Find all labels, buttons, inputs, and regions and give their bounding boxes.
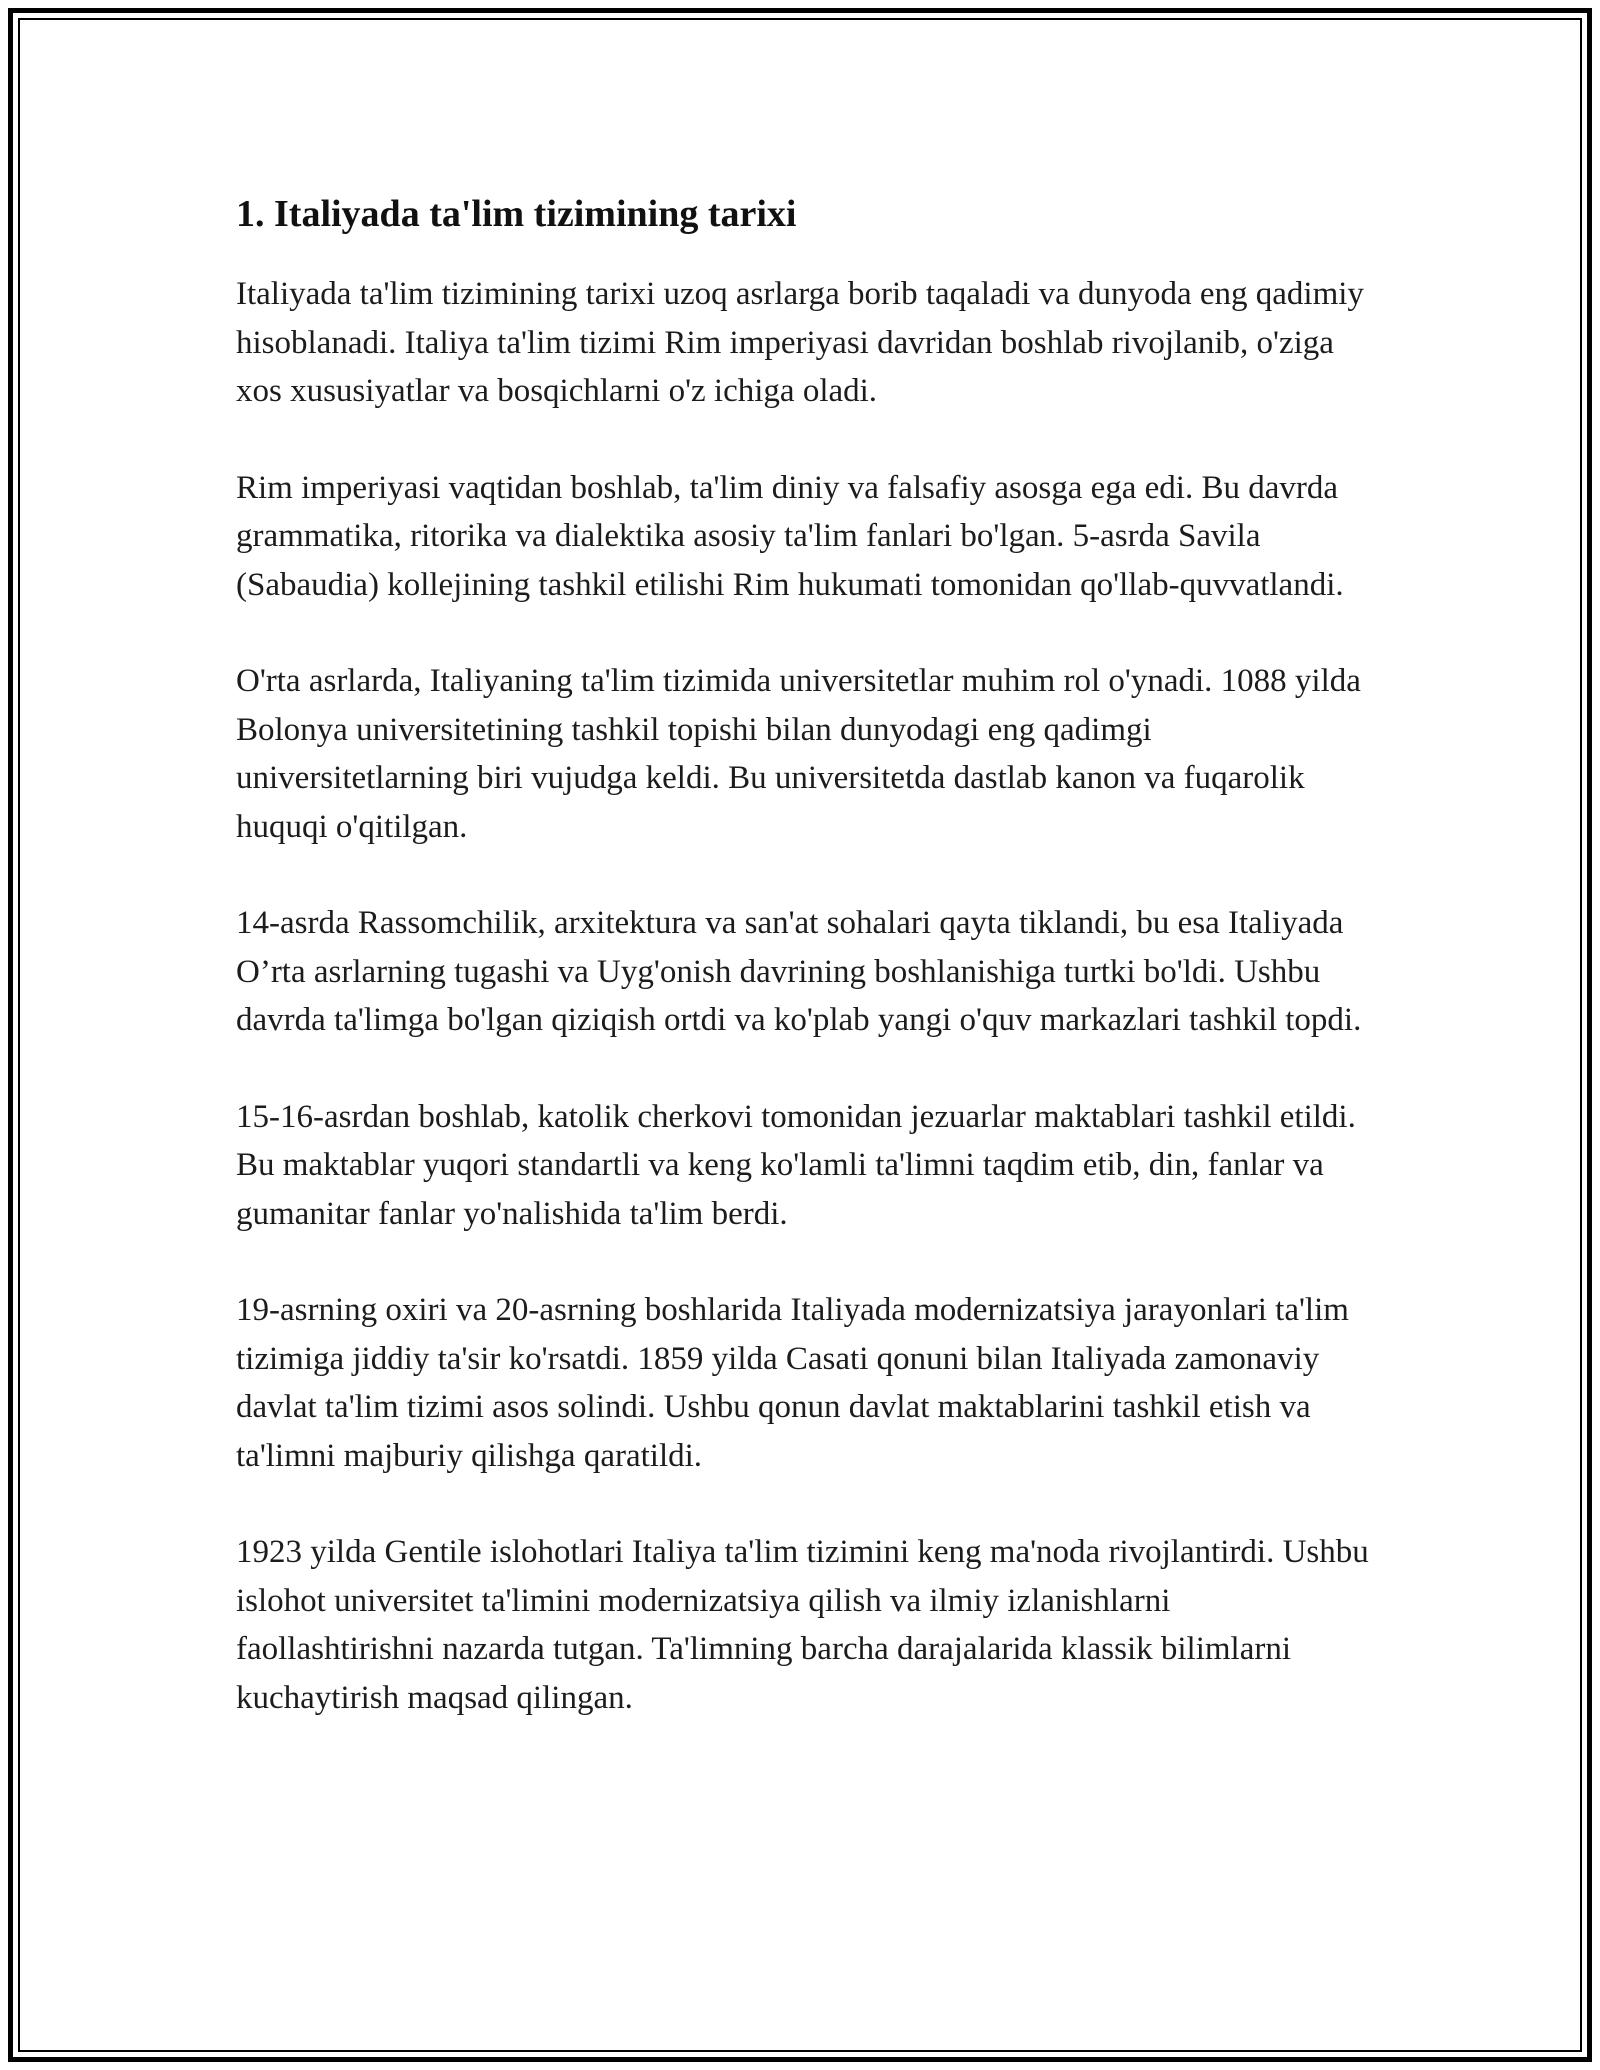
paragraph-middle-ages: O'rta asrlarda, Italiyaning ta'lim tizimida universitetlar muhim rol o'ynadi. 1088 yilda Bolonya universitetining tashkil topishi bilan dunyodagi eng qadimgi universitetlarning biri vujudga keldi. Bu universitetda dastlab kanon va fuqarolik huquqi o'qitilgan. <box>236 663 1361 845</box>
document-title: 1. Italiyada ta'lim tizimining tarixi <box>236 193 797 235</box>
paragraph-modernization: 19-asrning oxiri va 20-asrning boshlarida Italiyada modernizatsiya jarayonlari ta'lim tizimiga jiddiy ta'sir ko'rsatdi. 1859 yilda Casati qonuni bilan Italiyada zamonaviy davlat ta'lim tizimi asos solindi. Ushbu qonun davlat maktablarini tashkil etish va ta'limni majburiy qilishga qaratildi. <box>236 1292 1349 1474</box>
paragraph-intro: Italiyada ta'lim tizimining tarixi uzoq asrlarga borib taqaladi va dunyoda eng qadimiy hisoblanadi. Italiya ta'lim tizimi Rim imperiyasi davridan boshlab rivojlanib, o'ziga xos xususiyatlar va bosqichlarni o'z ichiga oladi. <box>236 276 1364 409</box>
paragraph-jesuit-schools: 15-16-asrdan boshlab, katolik cherkovi tomonidan jezuarlar maktablari tashkil etildi. Bu maktablar yuqori standartli va keng ko'lamli ta'limni taqdim etib, din, fanlar va gumanitar fanlar yo'nalishida ta'lim berdi. <box>236 1098 1356 1232</box>
document-body <box>236 188 1376 1770</box>
paragraph-roman-empire: Rim imperiyasi vaqtidan boshlab, ta'lim diniy va falsafiy asosga ega edi. Bu davrda grammatika, ritorika va dialektika asosiy ta'lim fanlari bo'lgan. 5-asrda Savila (Sabaudia) kollejining tashkil etilishi Rim hukumati tomonidan qo'llab-quvvatlandi. <box>236 469 1344 603</box>
paragraph-renaissance: 14-asrda Rassomchilik, arxitektura va san'at sohalari qayta tiklandi, bu esa Italiyada O’rta asrlarning tugashi va Uyg'onish davrining boshlanishiga turtki bo'ldi. Ushbu davrda ta'limga bo'lgan qiziqish ortdi va ko'plab yangi o'quv markazlari tashkil topdi. <box>236 905 1362 1038</box>
paragraph-gentile-reform: 1923 yilda Gentile islohotlari Italiya ta'lim tizimini keng ma'noda rivojlantirdi. Ushbu islohot universitet ta'limini modernizatsiya qilish va ilmiy izlanishlarni faollashtirishni nazarda tutgan. Ta'limning barcha darajalarida klassik bilimlarni kuchaytirish maqsad qilingan. <box>236 1534 1369 1716</box>
